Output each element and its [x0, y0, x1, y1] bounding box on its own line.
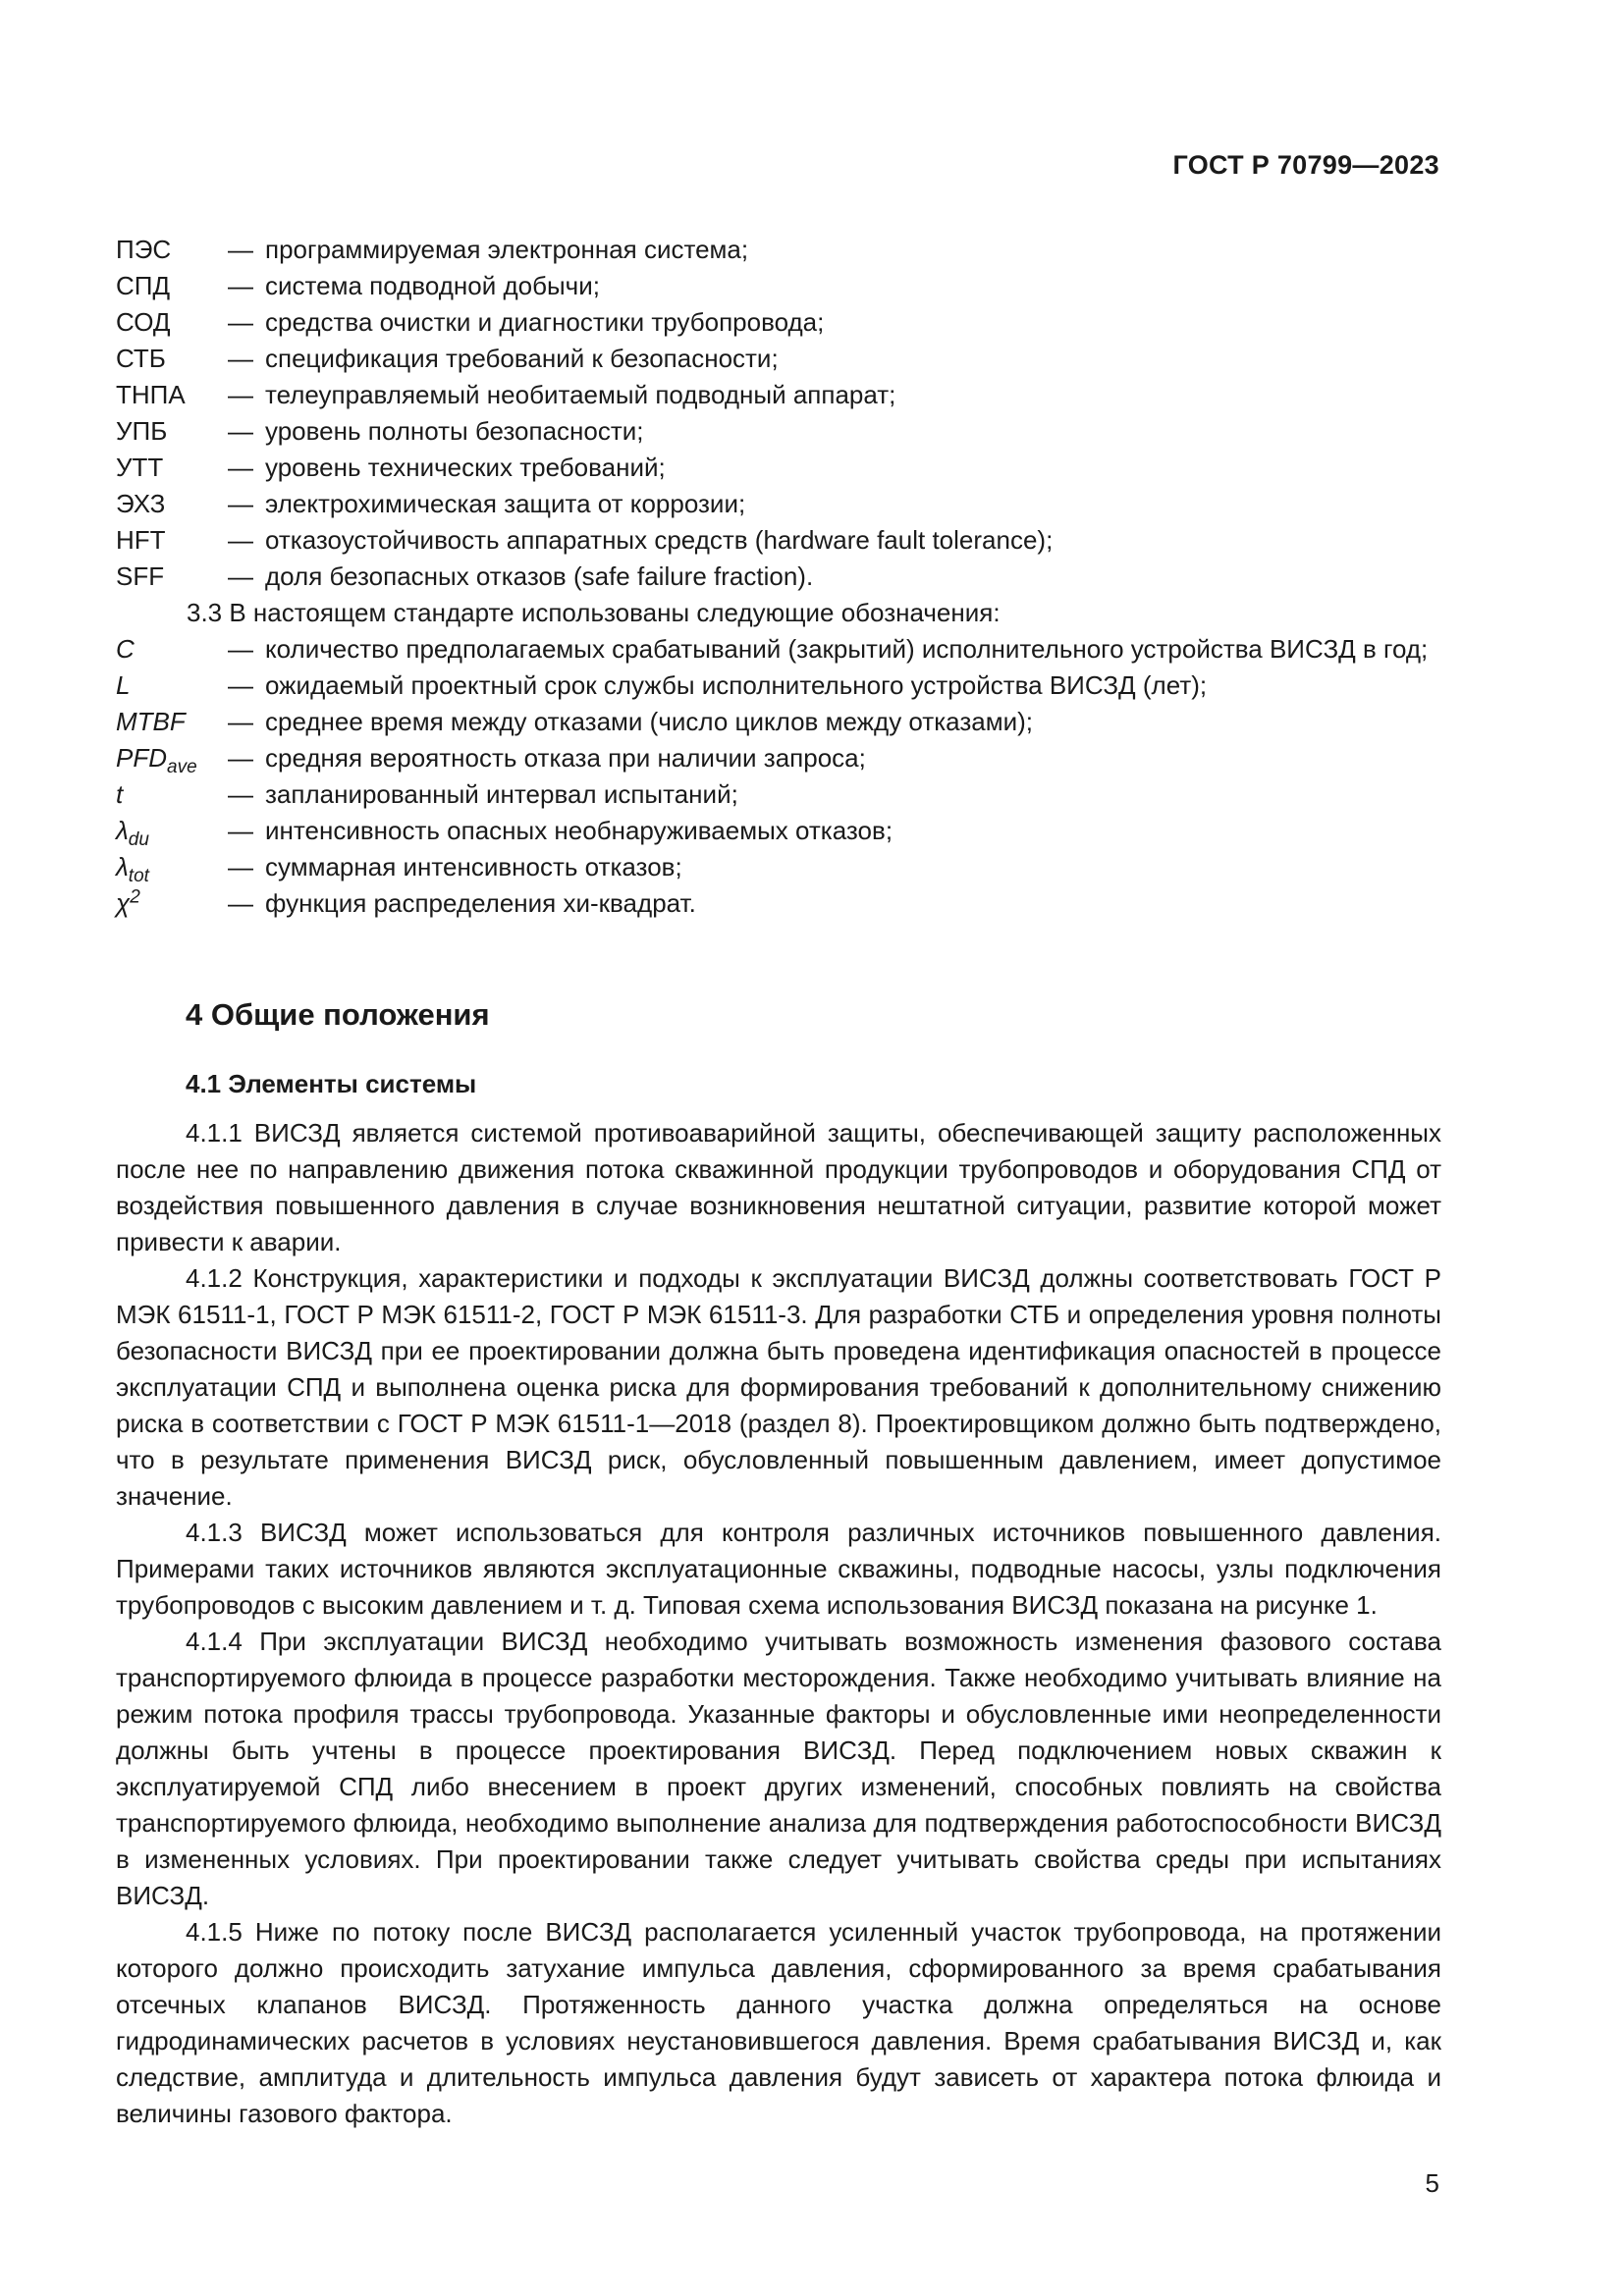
designation-row — [116, 813, 1441, 849]
dash-separator: — — [228, 888, 253, 918]
symbol-base: t — [116, 779, 124, 809]
subsection-title: 4.1 Элементы системы — [186, 1069, 477, 1098]
abbreviation-definition: спецификация требований к безопасности; — [265, 344, 779, 373]
abbreviation-term: ПЭС — [116, 235, 172, 264]
abbreviation-term: HFT — [116, 525, 166, 555]
dash-separator: — — [228, 670, 253, 700]
abbreviation-definition: электрохимическая защита от коррозии; — [265, 489, 746, 518]
abbreviation-term: SFF — [116, 561, 165, 591]
designation-symbol — [116, 667, 228, 704]
dash-separator: — — [228, 561, 253, 591]
designation-symbol — [116, 631, 228, 667]
dash-separator: — — [228, 489, 253, 518]
dash-separator: — — [228, 743, 253, 773]
designation-definition: ожидаемый проектный срок службы исполнительного устройства ВИСЗД (лет); — [265, 670, 1208, 700]
abbreviation-definition: система подводной добычи; — [265, 271, 600, 300]
symbol-subscript: tot — [128, 866, 149, 887]
dash-separator: — — [228, 852, 253, 881]
designation-symbol — [116, 776, 228, 813]
abbreviation-term: УТТ — [116, 453, 164, 482]
abbreviation-row — [116, 450, 1441, 486]
designation-row — [116, 631, 1441, 667]
designation-definition: средняя вероятность отказа при наличии запроса; — [265, 743, 866, 773]
symbol-base: λ — [116, 816, 129, 845]
abbreviation-term: ЭХЗ — [116, 489, 166, 518]
designation-symbol — [116, 813, 228, 849]
abbreviation-definition: уровень полноты безопасности; — [265, 416, 644, 446]
abbreviation-term: СТБ — [116, 344, 166, 373]
dash-separator: — — [228, 816, 253, 845]
designation-symbol — [116, 740, 228, 776]
symbol-subscript: ave — [167, 757, 197, 778]
symbol-base: C — [116, 634, 135, 664]
abbreviation-row — [116, 559, 1441, 595]
designation-symbol — [116, 704, 228, 740]
abbreviation-row — [116, 377, 1441, 413]
abbreviation-term: СОД — [116, 307, 171, 337]
abbreviation-row — [116, 341, 1441, 377]
symbol-base: L — [116, 670, 131, 700]
designations-intro: 3.3 В настоящем стандарте использованы следующие обозначения: — [187, 598, 1001, 627]
abbreviation-definition: отказоустойчивость аппаратных средств (hardware fault tolerance); — [265, 525, 1054, 555]
abbreviation-row — [116, 486, 1441, 522]
abbreviation-term: УПБ — [116, 416, 168, 446]
abbreviation-definition: телеуправляемый необитаемый подводный аппарат; — [265, 380, 896, 409]
abbreviation-row — [116, 268, 1441, 304]
dash-separator: — — [228, 525, 253, 555]
dash-separator: — — [228, 707, 253, 736]
designation-definition: функция распределения хи-квадрат. — [265, 888, 696, 918]
abbreviations-list — [116, 232, 1441, 922]
dash-separator: — — [228, 416, 253, 446]
designation-row — [116, 740, 1441, 776]
designation-row — [116, 776, 1441, 813]
symbol-subscript: du — [128, 829, 149, 851]
abbreviation-row — [116, 232, 1441, 268]
designation-symbol — [116, 849, 228, 885]
designation-row — [116, 849, 1441, 885]
abbreviation-row — [116, 522, 1441, 559]
abbreviation-definition: программируемая электронная система; — [265, 235, 749, 264]
paragraph: 4.1.4 При эксплуатации ВИСЗД необходимо учитывать возможность изменения фазового состава транспортируемого флюида в процессе разработки месторождения. Также необходимо учитывать влияние на режим потока профиля трассы трубопровода. Указанные факторы и обусловленные ими неопределенности должны быть учтены в процессе проектирования ВИСЗД. Перед подключением новых скважин к эксплуатируемой СПД либо внесением в проект других изменений, способных повлиять на свойства транспортируемого флюида, необходимо выполнение анализа для подтверждения работоспособности ВИСЗД в измененных условиях. При проектировании также следует учитывать свойства среды при испытаниях ВИСЗД. — [116, 1627, 1441, 1910]
dash-separator: — — [228, 779, 253, 809]
dash-separator: — — [228, 453, 253, 482]
body-text — [116, 1115, 1441, 2132]
symbol-base: PFD — [116, 743, 167, 773]
designation-row — [116, 885, 1441, 922]
document-header: ГОСТ Р 70799—2023 — [1172, 150, 1439, 180]
abbreviation-definition: уровень технических требований; — [265, 453, 666, 482]
page-number: 5 — [1425, 2168, 1439, 2198]
paragraph: 4.1.5 Ниже по потоку после ВИСЗД располагается усиленный участок трубопровода, на протяжении которого должно происходить затухание импульса давления, сформированного за время срабатывания отсечных клапанов ВИСЗД. Протяженность данного участка должна определяться на основе гидродинамических расчетов в условиях неустановившегося давления. Время срабатывания ВИСЗД и, как следствие, амплитуда и длительность импульса давления будут зависеть от характера потока флюида и величины газового фактора. — [116, 1917, 1441, 2128]
symbol-superscript: 2 — [130, 886, 140, 908]
paragraph: 4.1.3 ВИСЗД может использоваться для контроля различных источников повышенного давления. Примерами таких источников являются эксплуатационные скважины, подводные насосы, узлы подключения трубопроводов с высоким давлением и т. д. Типовая схема использования ВИСЗД показана на рисунке 1. — [116, 1518, 1441, 1620]
symbol-base: χ — [116, 888, 131, 918]
symbol-base: MTBF — [116, 707, 186, 736]
designation-definition: количество предполагаемых срабатываний (закрытий) исполнительного устройства ВИСЗД в год; — [265, 634, 1429, 664]
abbreviation-term: ТНПА — [116, 380, 186, 409]
dash-separator: — — [228, 271, 253, 300]
abbreviation-rows — [116, 232, 1441, 595]
designation-definition: суммарная интенсивность отказов; — [265, 852, 682, 881]
dash-separator: — — [228, 235, 253, 264]
abbreviation-definition: средства очистки и диагностики трубопровода; — [265, 307, 825, 337]
abbreviation-definition: доля безопасных отказов (safe failure fraction). — [265, 561, 814, 591]
paragraph: 4.1.2 Конструкция, характеристики и подходы к эксплуатации ВИСЗД должны соответствовать ГОСТ Р МЭК 61511-1, ГОСТ Р МЭК 61511-2, ГОСТ Р МЭК 61511-3. Для разработки СТБ и определения уровня полноты безопасности ВИСЗД при ее проектировании должна быть проведена идентификация опасностей в процессе эксплуатации СПД и выполнена оценка риска для формирования требований к дополнительному снижению риска в соответствии с ГОСТ Р МЭК 61511-1—2018 (раздел 8). Проектировщиком должно быть подтверждено, что в результате применения ВИСЗД риск, обусловленный повышенным давлением, имеет допустимое значение. — [116, 1263, 1441, 1511]
designation-symbol — [116, 885, 228, 922]
designation-row — [116, 667, 1441, 704]
dash-separator: — — [228, 307, 253, 337]
dash-separator: — — [228, 634, 253, 664]
designation-definition: среднее время между отказами (число циклов между отказами); — [265, 707, 1033, 736]
designation-definition: запланированный интервал испытаний; — [265, 779, 738, 809]
designation-row — [116, 704, 1441, 740]
dash-separator: — — [228, 380, 253, 409]
paragraph: 4.1.1 ВИСЗД является системой противоаварийной защиты, обеспечивающей защиту расположенных после нее по направлению движения потока скважинной продукции трубопроводов и оборудования СПД от воздействия повышенного давления в случае возникновения нештатной ситуации, развитие которой может привести к аварии. — [116, 1118, 1441, 1256]
section-title: 4 Общие положения — [186, 997, 490, 1032]
abbreviation-row — [116, 413, 1441, 450]
symbol-base: λ — [116, 852, 129, 881]
dash-separator: — — [228, 344, 253, 373]
designation-rows — [116, 631, 1441, 922]
abbreviation-term: СПД — [116, 271, 171, 300]
abbreviation-row — [116, 304, 1441, 341]
designation-definition: интенсивность опасных необнаруживаемых отказов; — [265, 816, 893, 845]
